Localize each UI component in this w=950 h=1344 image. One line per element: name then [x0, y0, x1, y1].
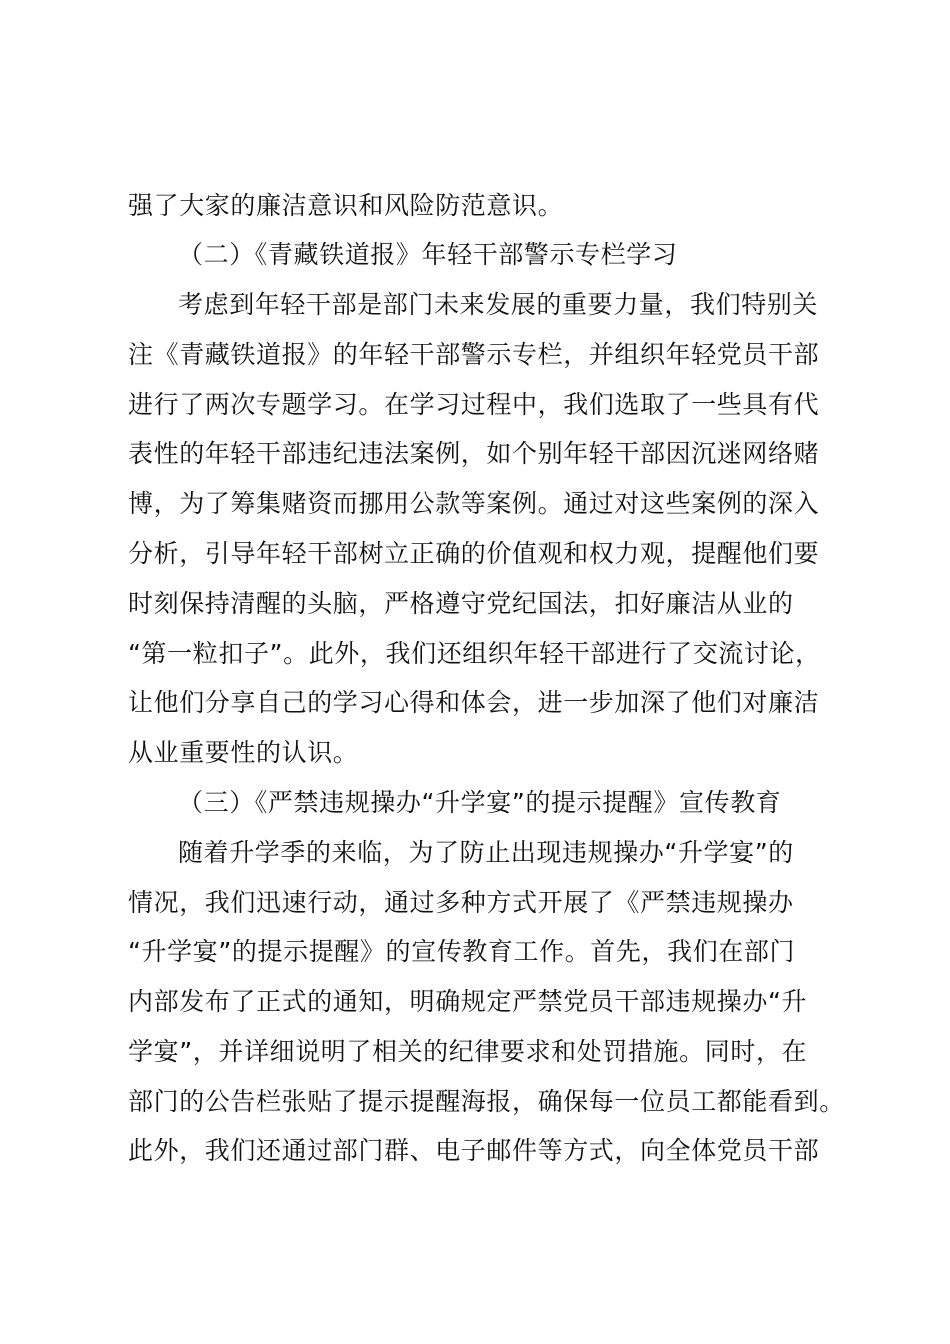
paragraph-line: 随着升学季的来临，为了防止出现违规操办“升学宴”的	[178, 838, 794, 867]
paragraph-line: 分析，引导年轻干部树立正确的价值观和权力观，提醒他们要	[128, 539, 820, 568]
paragraph-line: “升学宴”的提示提醒》的宣传教育工作。首先，我们在部门	[128, 937, 796, 966]
paragraph-line: 时刻保持清醒的头脑，严格遵守党纪国法，扣好廉洁从业的	[128, 589, 794, 618]
paragraph-line: 让他们分享自己的学习心得和体会，进一步加深了他们对廉洁	[128, 688, 820, 717]
section-heading-3: （三）《严禁违规操办“升学宴”的提示提醒》宣传教育	[178, 788, 782, 817]
section-heading-2: （二）《青藏铁道报》年轻干部警示专栏学习	[178, 240, 678, 269]
paragraph-line: 强了大家的廉洁意识和风险防范意识。	[128, 191, 564, 220]
paragraph-line: 表性的年轻干部违纪违法案例，如个别年轻干部因沉迷网络赌	[128, 439, 820, 468]
paragraph-line: 考虑到年轻干部是部门未来发展的重要力量，我们特别关	[178, 290, 819, 319]
paragraph-line: 学宴”，并详细说明了相关的纪律要求和处罚措施。同时，在	[128, 1037, 808, 1066]
paragraph-line: 情况，我们迅速行动，通过多种方式开展了《严禁违规操办	[128, 888, 794, 917]
paragraph-line: 博，为了筹集赌资而挪用公款等案例。通过对这些案例的深入	[128, 489, 820, 518]
paragraph-line: 进行了两次专题学习。在学习过程中，我们选取了一些具有代	[128, 390, 820, 419]
paragraph-line: “第一粒扣子”。此外，我们还组织年轻干部进行了交流讨论，	[128, 639, 821, 668]
paragraph-line: 从业重要性的认识。	[128, 738, 359, 767]
paragraph-line: 注《青藏铁道报》的年轻干部警示专栏，并组织年轻党员干部	[128, 340, 820, 369]
paragraph-line: 内部发布了正式的通知，明确规定严禁党员干部违规操办“升	[128, 987, 808, 1016]
paragraph-line: 部门的公告栏张贴了提示提醒海报，确保每一位员工都能看到。	[128, 1087, 845, 1116]
paragraph-line: 此外，我们还通过部门群、电子邮件等方式，向全体党员干部	[128, 1136, 820, 1165]
